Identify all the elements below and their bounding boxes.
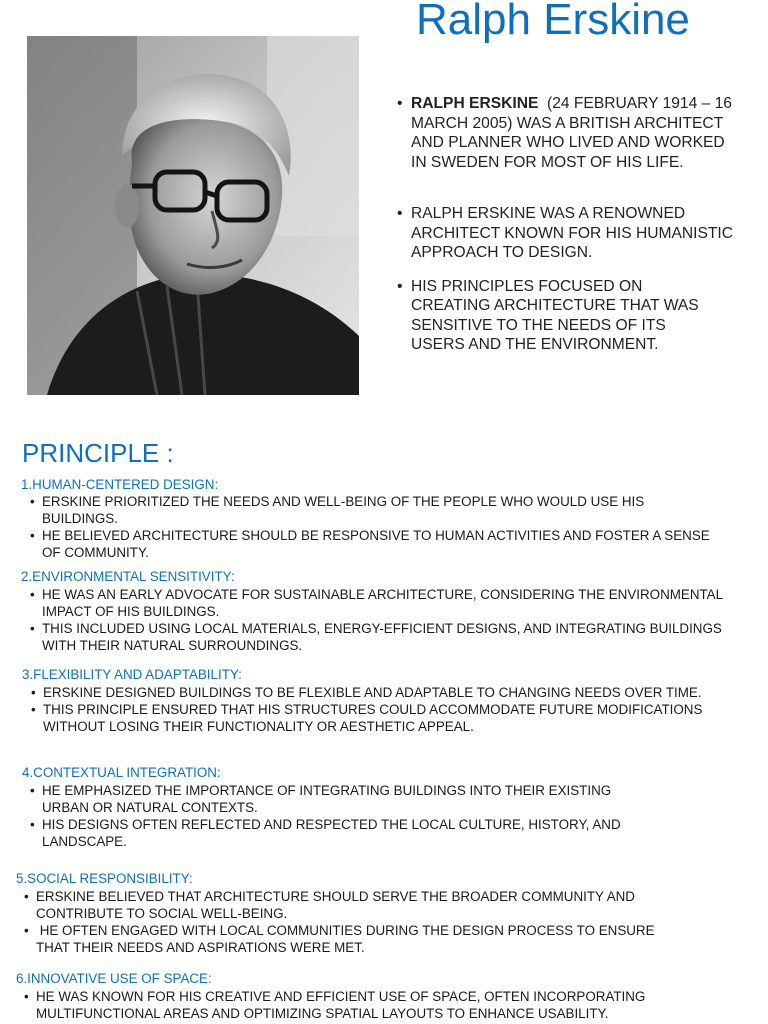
intro-text: (24 FEBRUARY 1914 – 16	[538, 95, 732, 112]
intro-name: RALPH ERSKINE	[411, 95, 539, 112]
bullet-line: • ERSKINE DESIGNED BUILDINGS TO BE FLEXIBLE AND ADAPTABLE TO CHANGING NEEDS OVER TIME.	[43, 685, 702, 700]
section-title: 3.FLEXIBILITY AND ADAPTABILITY:	[22, 667, 242, 682]
bullet-line: IMPACT OF HIS BUILDINGS.	[42, 604, 220, 619]
bullet-line: THAT THEIR NEEDS AND ASPIRATIONS WERE MET.	[36, 940, 365, 955]
section-bullets	[24, 888, 768, 956]
intro-text: RALPH ERSKINE WAS A RENOWNED	[411, 205, 686, 222]
bullet-line: • ERSKINE BELIEVED THAT ARCHITECTURE SHOULD SERVE THE BROADER COMMUNITY AND	[36, 889, 635, 904]
section-title: 4.CONTEXTUAL INTEGRATION:	[22, 765, 221, 780]
intro-text: SENSITIVE TO THE NEEDS OF ITS	[411, 316, 666, 334]
bullet-line: MULTIFUNCTIONAL AREAS AND OPTIMIZING SPATIAL LAYOUTS TO ENHANCE USABILITY.	[36, 1006, 609, 1021]
intro-text: MARCH 2005) WAS A BRITISH ARCHITECT	[411, 114, 724, 132]
portrait-image	[27, 36, 359, 395]
bullet-line: LANDSCAPE.	[42, 834, 127, 849]
section-bullet	[24, 888, 768, 922]
bullet-line: URBAN OR NATURAL CONTEXTS.	[42, 800, 258, 815]
bullet-line: • HE WAS KNOWN FOR HIS CREATIVE AND EFFICIENT USE OF SPACE, OFTEN INCORPORATING	[36, 989, 646, 1004]
section-title: 5.SOCIAL RESPONSIBILITY:	[16, 871, 193, 886]
bullet-line: • THIS INCLUDED USING LOCAL MATERIALS, ENERGY-EFFICIENT DESIGNS, AND INTEGRATING BUILDINGS	[42, 621, 722, 636]
bullet-line: • HE BELIEVED ARCHITECTURE SHOULD BE RESPONSIVE TO HUMAN ACTIVITIES AND FOSTER A SENSE	[42, 528, 710, 543]
section-title: 6.INNOVATIVE USE OF SPACE:	[16, 971, 212, 986]
intro-text: HIS PRINCIPLES FOCUSED ON	[411, 277, 643, 295]
section-title: 1.HUMAN-CENTERED DESIGN:	[21, 477, 219, 492]
bullet-line: BUILDINGS.	[42, 511, 118, 526]
bullet-line: WITHOUT LOSING THEIR FUNCTIONALITY OR AESTHETIC APPEAL.	[43, 719, 474, 734]
section-bullet	[30, 816, 768, 850]
bullet-line: • HE OFTEN ENGAGED WITH LOCAL COMMUNITIES DURING THE DESIGN PROCESS TO ENSURE	[36, 923, 655, 938]
intro-text: ARCHITECT KNOWN FOR HIS HUMANISTIC	[411, 224, 733, 242]
section-bullet	[31, 701, 768, 735]
section-title: 2.ENVIRONMENTAL SENSITIVITY:	[21, 569, 235, 584]
intro-bullet	[397, 204, 757, 263]
section-bullet	[30, 493, 768, 527]
section-bullet	[31, 684, 768, 701]
bullet-line: CONTRIBUTE TO SOCIAL WELL-BEING.	[36, 906, 288, 921]
bullet-line: • HE WAS AN EARLY ADVOCATE FOR SUSTAINABLE ARCHITECTURE, CONSIDERING THE ENVIRONMENTAL	[42, 587, 724, 602]
bullet-line: • HIS DESIGNS OFTEN REFLECTED AND RESPECTED THE LOCAL CULTURE, HISTORY, AND	[42, 817, 621, 832]
intro-text: AND PLANNER WHO LIVED AND WORKED	[411, 134, 725, 151]
bullet-line: • ERSKINE PRIORITIZED THE NEEDS AND WELL-BEING OF THE PEOPLE WHO WOULD USE HIS	[42, 494, 645, 509]
intro-text: IN SWEDEN FOR MOST OF HIS LIFE.	[411, 153, 684, 171]
section-bullet	[30, 782, 768, 816]
section-bullets	[24, 988, 768, 1022]
section-bullets	[31, 684, 768, 735]
bullet-line: • HE EMPHASIZED THE IMPORTANCE OF INTEGRATING BUILDINGS INTO THEIR EXISTING	[42, 783, 612, 798]
page-title: Ralph Erskine	[416, 0, 690, 44]
intro-bullets	[397, 94, 757, 355]
section-bullet	[24, 988, 768, 1022]
bullet-line: • THIS PRINCIPLE ENSURED THAT HIS STRUCTURES COULD ACCOMMODATE FUTURE MODIFICATIONS	[43, 702, 703, 717]
section-bullets	[30, 782, 768, 850]
intro-text: USERS AND THE ENVIRONMENT.	[411, 336, 659, 353]
section-bullet	[30, 586, 768, 620]
section-bullet	[30, 527, 768, 561]
section-bullet	[30, 620, 768, 654]
section-bullet	[24, 922, 768, 956]
intro-bullet	[397, 277, 757, 355]
bullet-line: OF COMMUNITY.	[42, 545, 149, 560]
intro-bullet	[397, 94, 757, 172]
section-bullets	[30, 586, 768, 654]
section-bullets	[30, 493, 768, 561]
principle-heading: PRINCIPLE :	[22, 438, 174, 468]
intro-text: CREATING ARCHITECTURE THAT WAS	[411, 297, 699, 314]
intro-text: APPROACH TO DESIGN.	[411, 244, 593, 261]
bullet-line: WITH THEIR NATURAL SURROUNDINGS.	[42, 638, 303, 653]
